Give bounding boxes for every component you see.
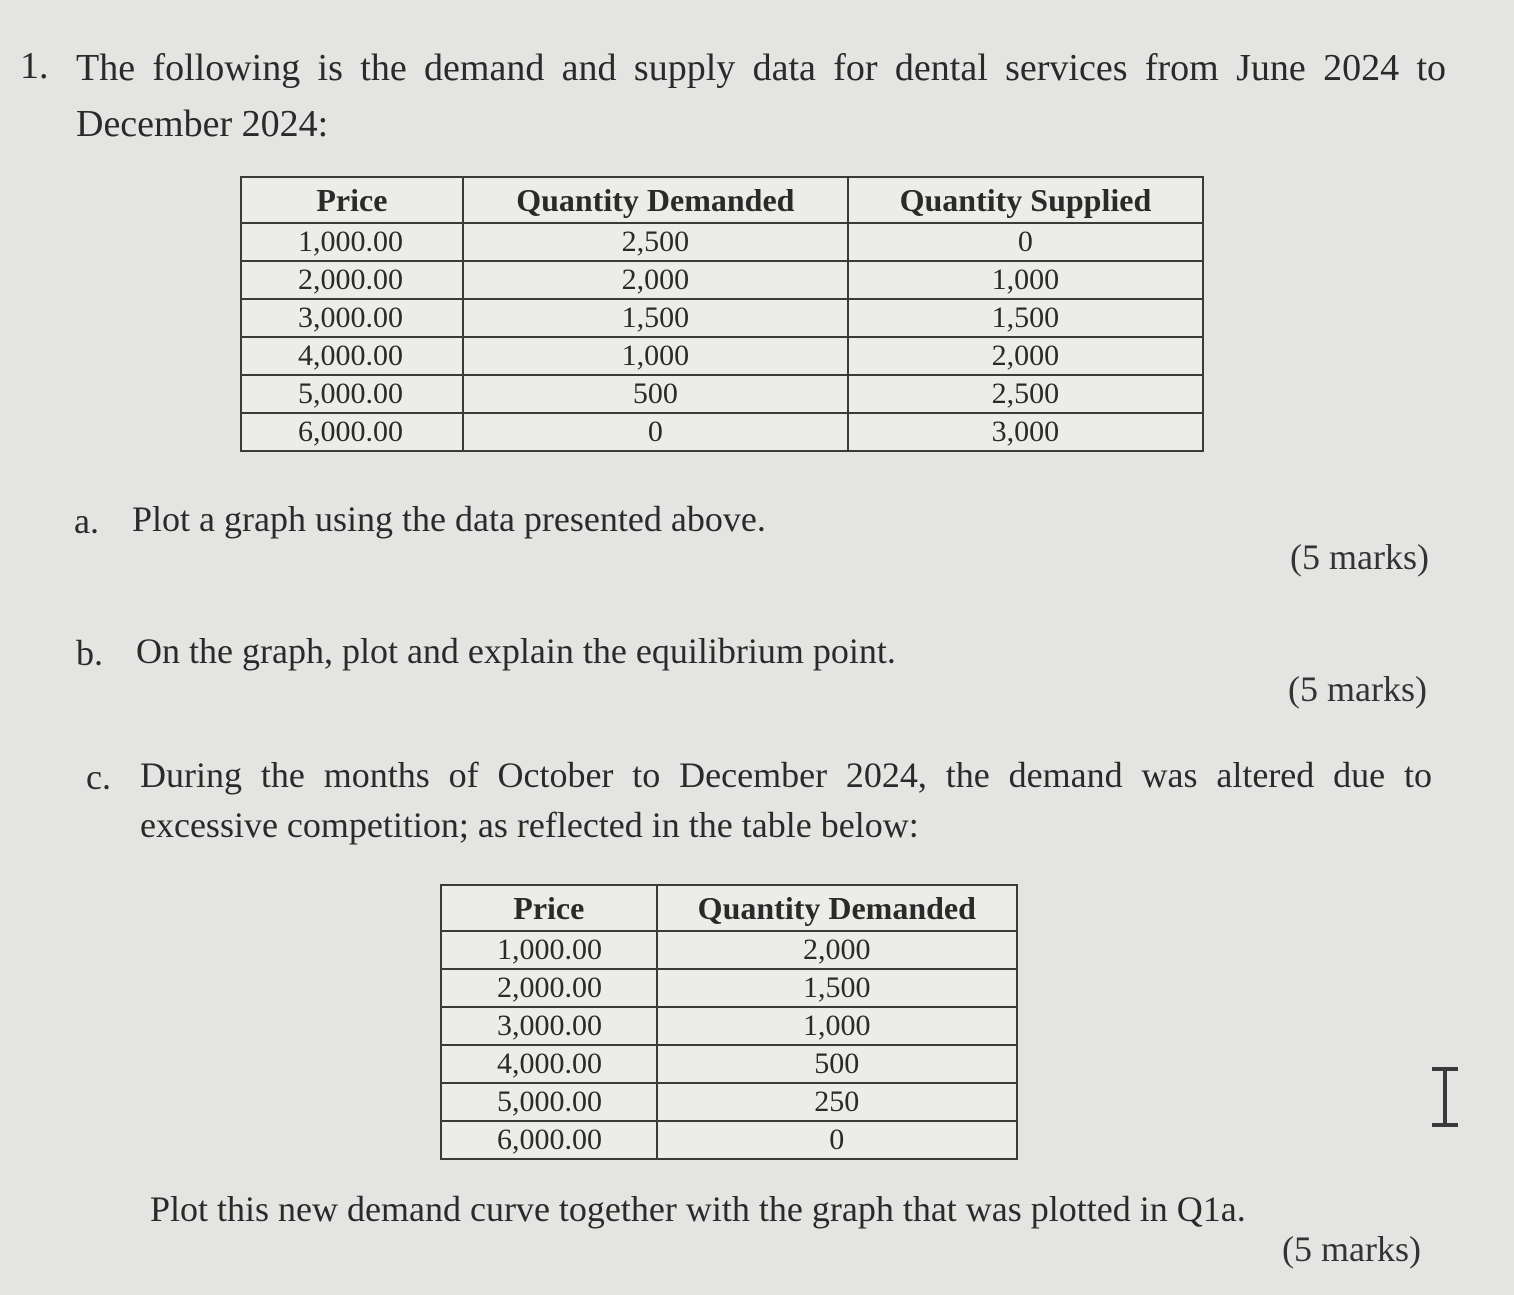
table-row (441, 1083, 1017, 1121)
table-row (241, 337, 1203, 375)
quantity-demanded-cell: 1,500 (657, 969, 1017, 1007)
price-cell: 6,000.00 (241, 413, 463, 451)
header-price: Price (441, 885, 657, 931)
quantity-demanded-cell: 1,000 (657, 1007, 1017, 1045)
table-row (441, 1007, 1017, 1045)
price-cell: 3,000.00 (241, 299, 463, 337)
part-a-text: Plot a graph using the data presented above. (132, 499, 766, 539)
quantity-demanded-cell: 2,000 (657, 931, 1017, 969)
price-cell: 6,000.00 (441, 1121, 657, 1159)
price-cell: 2,000.00 (441, 969, 657, 1007)
price-cell: 1,000.00 (241, 223, 463, 261)
quantity-demanded-cell: 0 (463, 413, 848, 451)
table-row (241, 223, 1203, 261)
quantity-demanded-cell: 2,500 (463, 223, 848, 261)
table-row (441, 1121, 1017, 1159)
demand-supply-table (240, 176, 1204, 452)
table-row (441, 969, 1017, 1007)
header-price: Price (241, 177, 463, 223)
part-c-follow-up: Plot this new demand curve together with the graph that was plotted in Q1a. (150, 1189, 1246, 1229)
price-cell: 4,000.00 (441, 1045, 657, 1083)
part-c-marks: (5 marks) (1282, 1229, 1421, 1269)
price-cell: 5,000.00 (241, 375, 463, 413)
price-cell: 2,000.00 (241, 261, 463, 299)
question-number: 1. (20, 45, 49, 87)
question-intro: The following is the demand and supply data for dental services from June 2024 to December 2024: (76, 47, 1446, 145)
quantity-demanded-cell: 1,000 (463, 337, 848, 375)
quantity-demanded-cell: 2,000 (463, 261, 848, 299)
quantity-supplied-cell: 1,000 (848, 261, 1203, 299)
part-c-label: c. (86, 757, 111, 797)
header-quantity-demanded: Quantity Demanded (657, 885, 1017, 931)
table-row (241, 375, 1203, 413)
header-quantity-supplied: Quantity Supplied (848, 177, 1203, 223)
price-cell: 3,000.00 (441, 1007, 657, 1045)
header-quantity-demanded: Quantity Demanded (463, 177, 848, 223)
quantity-supplied-cell: 1,500 (848, 299, 1203, 337)
price-cell: 5,000.00 (441, 1083, 657, 1121)
part-c-text: During the months of October to December 2024, the demand was altered due to excessive competition; as reflected in the table below: (140, 755, 1432, 845)
table-header-row (241, 177, 1203, 223)
quantity-demanded-cell: 500 (463, 375, 848, 413)
part-a-label: a. (74, 501, 99, 541)
table-row (241, 261, 1203, 299)
quantity-supplied-cell: 2,000 (848, 337, 1203, 375)
table-row (441, 931, 1017, 969)
quantity-supplied-cell: 3,000 (848, 413, 1203, 451)
price-cell: 1,000.00 (441, 931, 657, 969)
part-b-marks: (5 marks) (1288, 669, 1427, 709)
table-row (241, 299, 1203, 337)
new-demand-table (440, 884, 1018, 1160)
price-cell: 4,000.00 (241, 337, 463, 375)
part-b-label: b. (76, 633, 103, 673)
quantity-supplied-cell: 0 (848, 223, 1203, 261)
part-b-text: On the graph, plot and explain the equilibrium point. (136, 631, 896, 671)
table-header-row (441, 885, 1017, 931)
quantity-supplied-cell: 2,500 (848, 375, 1203, 413)
quantity-demanded-cell: 250 (657, 1083, 1017, 1121)
part-a-marks: (5 marks) (1290, 537, 1429, 577)
quantity-demanded-cell: 1,500 (463, 299, 848, 337)
quantity-demanded-cell: 500 (657, 1045, 1017, 1083)
table-row (441, 1045, 1017, 1083)
text-cursor-icon (1428, 1066, 1462, 1128)
table-row (241, 413, 1203, 451)
quantity-demanded-cell: 0 (657, 1121, 1017, 1159)
